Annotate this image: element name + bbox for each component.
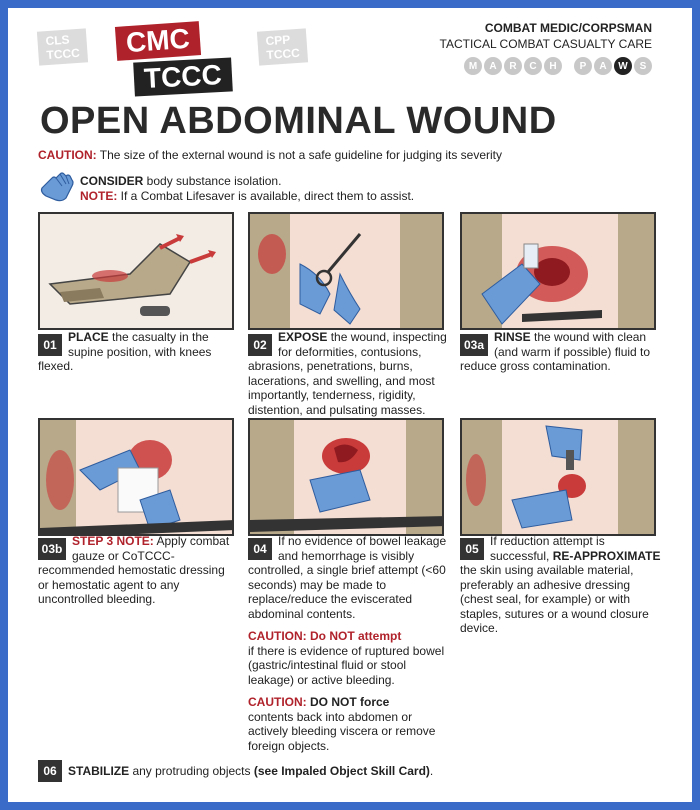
paws-dot: A — [594, 57, 612, 75]
illustration-step-01 — [38, 212, 234, 330]
header-line2: TACTICAL COMBAT CASUALTY CARE — [439, 37, 652, 51]
march-dot: R — [504, 57, 522, 75]
march-paws-indicator — [440, 57, 652, 75]
step-03a-text: 03a RINSE the wound with clean (and warm if possible) fluid to reduce gross contamination. — [460, 330, 651, 373]
step-06-text: 06 STABILIZE any protruding objects (see Impaled Object Skill Card). — [38, 756, 658, 782]
march-dot: H — [544, 57, 562, 75]
caution-line: CAUTION: The size of the external wound is not a safe guideline for judging its severity — [38, 148, 503, 162]
skill-card — [8, 8, 692, 802]
illustration-step-03b — [38, 418, 234, 536]
paws-dot: P — [574, 57, 592, 75]
step-02-text: 02 EXPOSE the wound, inspecting for deformities, contusions, abrasions, penetrations, burns, lacerations, and swelling, and most importantly, tenderness, rigidity, distention, and pulsating masses. — [248, 330, 447, 417]
page-title: OPEN ABDOMINAL WOUND — [40, 100, 557, 142]
illustration-step-03a — [460, 212, 656, 330]
header-line1: COMBAT MEDIC/CORPSMAN — [484, 21, 652, 35]
cmc-tccc-logo: CMC TCCC — [116, 24, 232, 94]
illustration-step-05 — [460, 418, 656, 536]
march-dot: C — [524, 57, 542, 75]
march-dot: A — [484, 57, 502, 75]
caution-do-not-attempt: CAUTION: Do NOT attempt if there is evidence of ruptured bowel (gastric/intestinal fluid or stool leakage) or active bleeding. — [248, 629, 445, 687]
march-dot: M — [464, 57, 482, 75]
step-01-text: 01 PLACE the casualty in the supine position, with knees flexed. — [38, 330, 212, 373]
paws-dot-active: W — [614, 57, 632, 75]
cls-tccc-logo: CLS TCCC — [37, 28, 89, 65]
illustration-step-04 — [248, 418, 444, 536]
cpp-tccc-logo: CPP TCCC — [257, 28, 309, 65]
illustration-step-02 — [248, 212, 444, 330]
step-03b-text: 03b STEP 3 NOTE: Apply combat gauze or CoTCCC-recommended hemostatic dressing or hemostatic agent to any uncontrolled bleeding. — [38, 534, 230, 606]
consider-note: CONSIDER body substance isolation. NOTE: If a Combat Lifesaver is available, direct them to assist. — [80, 174, 415, 203]
header-titles — [440, 21, 652, 75]
step-05-text: 05 If reduction attempt is successful, RE-APPROXIMATE the skin using available material, preferably an adhesive dressing (chest seal, for example) or with staples, sutures or a wound closure device. — [460, 534, 661, 635]
glove-icon — [38, 170, 78, 206]
caution-do-not-force: CAUTION: DO NOT force contents back into abdomen or actively bleeding viscera or remove foreign objects. — [248, 695, 436, 753]
step-04-text: 04 If no evidence of bowel leakage and hemorrhage is visibly controlled, a single brief attempt (<60 seconds) may be made to replace/reduce the eviscerated abdominal contents. CAUTION: Do NOT attempt if there is evidence of ruptured bowel (gastric/intestinal fluid or stool leakage) or active bleeding. CAUTION: DO NOT force contents back into abdomen or actively bleeding viscera or remove foreign objects. — [248, 534, 454, 753]
paws-dot: S — [634, 57, 652, 75]
